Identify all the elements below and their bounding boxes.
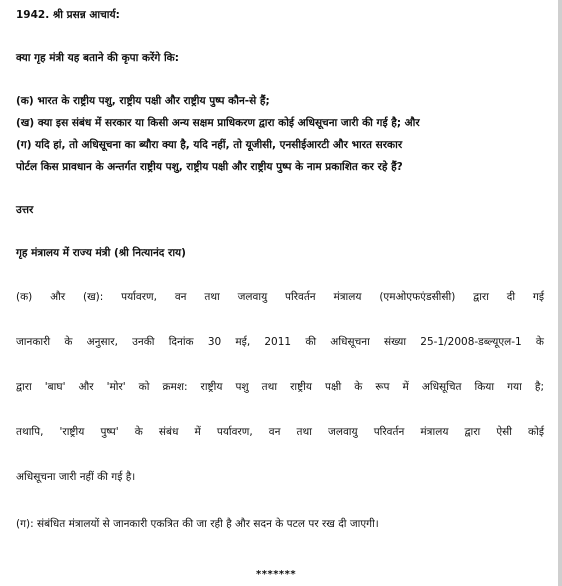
answer-line-5: अधिसूचना जारी नहीं की गई है। [16, 471, 136, 483]
minister-name: गृह मंत्रालय में राज्य मंत्री (श्री नित्यानंद राय) [16, 247, 186, 259]
question-part-ka: (क) भारत के राष्ट्रीय पशु, राष्ट्रीय पक्षी और राष्ट्रीय पुष्प कौन-से हैं; [16, 95, 270, 107]
question-header: 1942. श्री प्रसन्न आचार्य: [16, 9, 120, 21]
answer-part-ga: (ग): संबंधित मंत्रालयों से जानकारी एकत्रित की जा रही है और सदन के पटल पर रख दी जाएगी। [16, 518, 379, 530]
question-intro: क्या गृह मंत्री यह बताने की कृपा करेंगे कि: [16, 52, 179, 64]
answer-line-3: द्वारा 'बाघ' और 'मोर' को क्रमश: राष्ट्रीय पशु तथा राष्ट्रीय पक्षी के रूप में अधिसूचित किया गया है; [16, 381, 544, 393]
answer-line-1: (क) और (ख): पर्यावरण, वन तथा जलवायु परिवर्तन मंत्रालय (एमओएफएंडसीसी) द्वारा दी गई [16, 291, 544, 303]
page-edge-divider [558, 0, 562, 586]
question-part-ga-continued: पोर्टल किस प्रावधान के अन्तर्गत राष्ट्रीय पशु, राष्ट्रीय पक्षी और राष्ट्रीय पुष्प के नाम प्रकाशित कर रहे हैं? [16, 161, 403, 173]
answer-heading: उत्तर [16, 204, 34, 216]
question-part-kha: (ख) क्या इस संबंध में सरकार या किसी अन्य सक्षम प्राधिकरण द्वारा कोई अधिसूचना जारी की गई है; और [16, 117, 420, 129]
end-marker: ******* [256, 569, 297, 580]
answer-line-4: तथापि, 'राष्ट्रीय पुष्प' के संबंध में पर्यावरण, वन तथा जलवायु परिवर्तन मंत्रालय द्वारा ऐसी कोई [16, 426, 544, 438]
answer-line-2: जानकारी के अनुसार, उनकी दिनांक 30 मई, 2011 की अधिसूचना संख्या 25-1/2008-डब्ल्यूएल-1 के [16, 336, 544, 348]
question-part-ga: (ग) यदि हां, तो अधिसूचना का ब्यौरा क्या है, यदि नहीं, तो यूजीसी, एनसीईआरटी और भारत सरकार [16, 139, 403, 151]
